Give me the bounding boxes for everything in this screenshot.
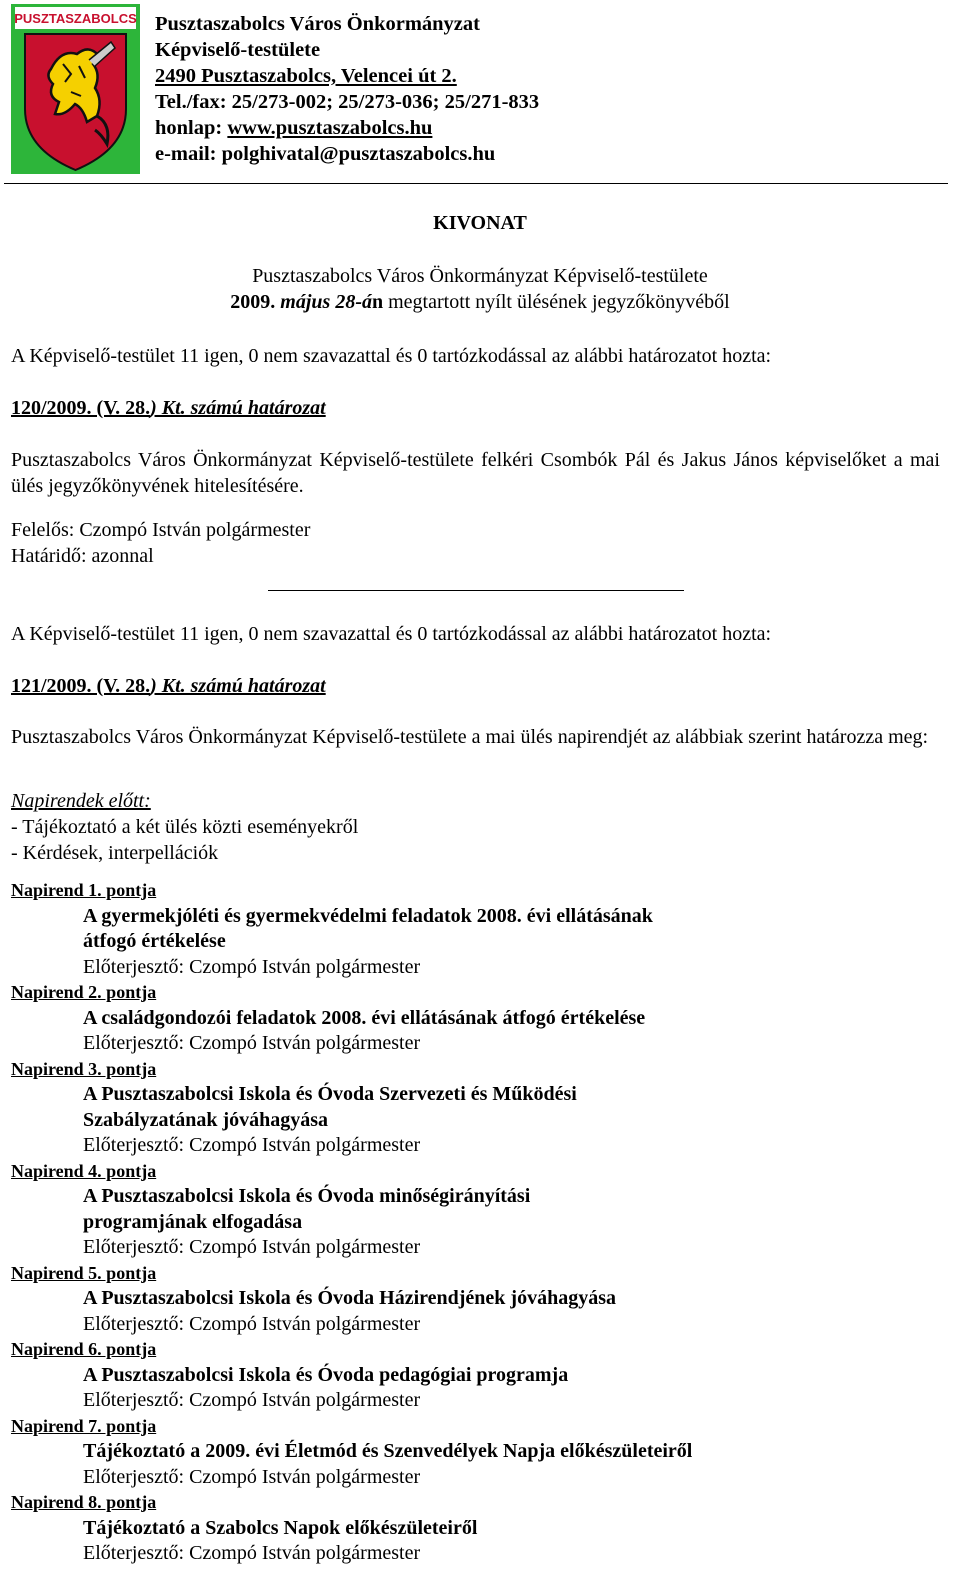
agenda-item-presenter: Előterjesztő: Czompó István polgármester: [83, 955, 421, 978]
agenda-item: [11, 980, 941, 1057]
agenda-item-title: A gyermekjóléti és gyermekvédelmi feladatok 2008. évi ellátásának: [83, 904, 653, 927]
resolution-1-text: Pusztaszabolcs Város Önkormányzat Képviselő-testülete felkéri Csombók Pál és Jakus János képviselőket a mai ülés jegyzőkönyvének hitelesítésére.: [11, 449, 940, 497]
agenda-item-title: A Pusztaszabolcsi Iskola és Óvoda Szervezeti és Működési: [83, 1083, 577, 1105]
municipality-name: Pusztaszabolcs Város Önkormányzat: [155, 13, 480, 35]
agenda-item-title: programjának elfogadása: [83, 1210, 303, 1233]
town-logo: [11, 4, 140, 174]
agenda-item-label: Napirend 8. pontja: [11, 1492, 157, 1512]
agenda-item-title: A családgondozói feladatok 2008. évi ellátásának átfogó értékelése: [83, 1006, 646, 1029]
pre-agenda-item: - Kérdések, interpellációk: [11, 842, 219, 864]
document-subtitle: [0, 263, 960, 315]
resolution-1-responsible: Felelős: Czompó István polgármester: [11, 519, 311, 541]
subtitle-line-1: Pusztaszabolcs Város Önkormányzat Képviselő-testülete: [252, 265, 708, 287]
agenda-item-label: Napirend 3. pontja: [11, 1058, 157, 1079]
agenda-item-label: Napirend 4. pontja: [11, 1160, 157, 1181]
vote-statement-1: A Képviselő-testület 11 igen, 0 nem szavazattal és 0 tartózkodással az alábbi határozatot hozta:: [11, 345, 772, 367]
agenda-item-presenter: Előterjesztő: Czompó István polgármester: [83, 1134, 421, 1156]
resolution-2-id: 121/2009. (V. 28.: [11, 675, 151, 697]
website-label: honlap:: [155, 117, 228, 139]
agenda-item-label: Napirend 7. pontja: [11, 1415, 157, 1436]
agenda-item-title: Szabályzatának jóváhagyása: [83, 1108, 329, 1131]
body-name: Képviselő-testülete: [155, 39, 321, 61]
resolution-1-id: 120/2009. (V. 28.: [11, 397, 151, 419]
website-link[interactable]: www.pusztaszabolcs.hu: [227, 117, 433, 139]
agenda-item: [11, 1337, 941, 1414]
pre-agenda-item: - Tájékoztató a két ülés közti eseményekről: [11, 816, 359, 838]
agenda-item: [11, 1490, 941, 1567]
agenda-item-presenter: Előterjesztő: Czompó István polgármester: [83, 1312, 421, 1335]
resolution-2-label: ) Kt. számú határozat: [150, 675, 326, 697]
coat-of-arms-icon: [11, 4, 140, 174]
agenda-item-presenter: Előterjesztő: Czompó István polgármester: [83, 1389, 421, 1411]
agenda-item-label: Napirend 5. pontja: [11, 1262, 157, 1283]
agenda-item-label: Napirend 1. pontja: [11, 880, 157, 900]
pre-agenda: [11, 788, 358, 866]
resolution-1-deadline: Határidő: azonnal: [11, 545, 154, 567]
agenda-item-presenter: Előterjesztő: Czompó István polgármester: [83, 1465, 421, 1488]
agenda-item-label: Napirend 2. pontja: [11, 982, 157, 1002]
agenda-item-title: Tájékoztató a 2009. évi Életmód és Szenvedélyek Napja előkészületeiről: [83, 1440, 693, 1462]
resolution-2-number: [11, 673, 326, 699]
agenda-list: [11, 878, 941, 1567]
subtitle-date: május 28-á: [275, 291, 372, 313]
header-divider: [4, 183, 948, 184]
letterhead: [155, 11, 539, 167]
subtitle-date-year: 2009.: [230, 291, 276, 313]
agenda-item: [11, 878, 941, 980]
pre-agenda-heading: Napirendek előtt:: [11, 790, 151, 812]
phone-fax: Tel./fax: 25/273-002; 25/273-036; 25/271-833: [155, 91, 540, 113]
vote-statement-2: A Képviselő-testület 11 igen, 0 nem szavazattal és 0 tartózkodással az alábbi határozatot hozta:: [11, 623, 772, 645]
agenda-item-title: A Pusztaszabolcsi Iskola és Óvoda pedagógiai programja: [83, 1363, 569, 1386]
subtitle-date-suffix: n: [371, 291, 384, 313]
agenda-item-title: Tájékoztató a Szabolcs Napok előkészületeiről: [83, 1516, 478, 1539]
resolution-1-label: ) Kt. számú határozat: [150, 397, 326, 419]
address: 2490 Pusztaszabolcs, Velencei út 2.: [155, 65, 457, 87]
resolution-1-number: [11, 395, 326, 421]
email-line[interactable]: e-mail: polghivatal@pusztaszabolcs.hu: [155, 143, 496, 165]
agenda-item-title: A Pusztaszabolcsi Iskola és Óvoda minőségirányítási: [83, 1185, 531, 1207]
website-line: [155, 115, 539, 141]
agenda-item: [11, 1159, 941, 1261]
agenda-item-presenter: Előterjesztő: Czompó István polgármester: [83, 1542, 421, 1564]
resolution-2-text: Pusztaszabolcs Város Önkormányzat Képviselő-testülete a mai ülés napirendjét az alábbiak szerint határozza meg:: [11, 726, 929, 748]
agenda-item: [11, 1414, 941, 1491]
subtitle-rest: megtartott nyílt ülésének jegyzőkönyvéből: [383, 291, 730, 313]
subtitle-line-2: [0, 289, 960, 315]
agenda-item-presenter: Előterjesztő: Czompó István polgármester: [83, 1236, 421, 1258]
agenda-item-presenter: Előterjesztő: Czompó István polgármester: [83, 1032, 421, 1054]
logo-text: PUSZTASZABOLCS: [14, 11, 137, 26]
section-divider: [268, 590, 684, 591]
agenda-item: [11, 1261, 941, 1338]
agenda-item-title: A Pusztaszabolcsi Iskola és Óvoda Házirendjének jóváhagyása: [83, 1287, 616, 1309]
agenda-item-label: Napirend 6. pontja: [11, 1339, 157, 1359]
agenda-item: [11, 1057, 941, 1159]
document-title: KIVONAT: [433, 212, 527, 234]
agenda-item-title: átfogó értékelése: [83, 930, 226, 952]
